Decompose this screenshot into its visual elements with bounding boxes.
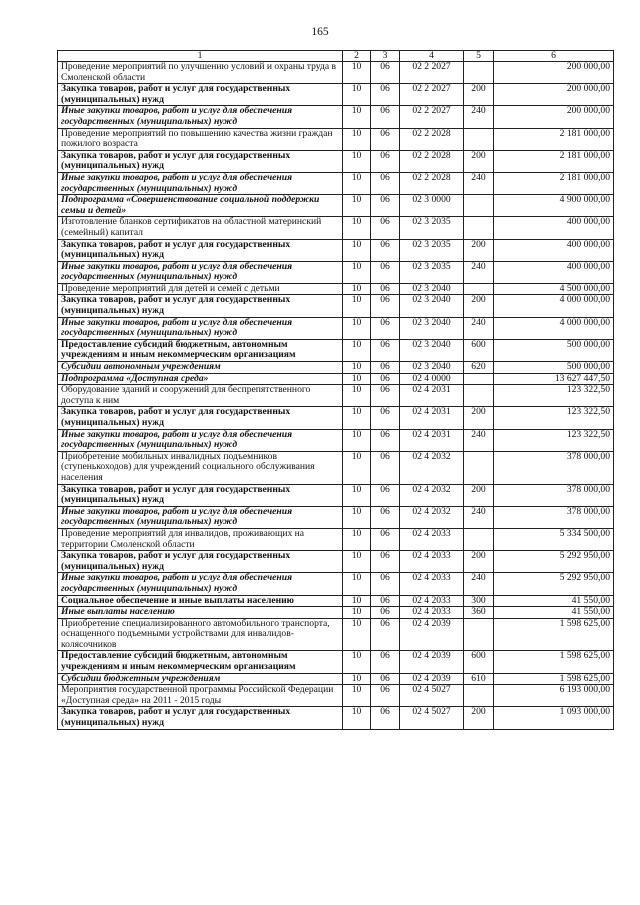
- subsection-code: 06: [371, 707, 400, 729]
- subsection-code: 06: [371, 261, 400, 283]
- expense-type-code: 240: [464, 172, 494, 194]
- item-name: Закупка товаров, работ и услуг для государственных (муниципальных) нужд: [58, 84, 343, 106]
- table-row: [58, 528, 614, 550]
- section-code: 10: [343, 484, 371, 506]
- section-code: 10: [343, 528, 371, 550]
- subsection-code: 06: [371, 217, 400, 239]
- expense-type-code: [464, 385, 494, 407]
- section-code: 10: [343, 84, 371, 106]
- table-row: [58, 283, 614, 295]
- column-header: 6: [494, 51, 614, 62]
- section-code: 10: [343, 217, 371, 239]
- item-name: Иные закупки товаров, работ и услуг для обеспечения государственных (муниципальных) нужд: [58, 429, 343, 451]
- subsection-code: 06: [371, 172, 400, 194]
- expense-type-code: 610: [464, 673, 494, 685]
- subsection-code: 06: [371, 62, 400, 84]
- table-body: [58, 62, 614, 730]
- table-row: [58, 407, 614, 429]
- table-row: [58, 551, 614, 573]
- amount: 200 000,00: [494, 106, 614, 128]
- section-code: 10: [343, 451, 371, 484]
- target-article-code: 02 4 5027: [400, 685, 464, 707]
- table-row: [58, 651, 614, 673]
- subsection-code: 06: [371, 607, 400, 619]
- expense-type-code: 240: [464, 317, 494, 339]
- subsection-code: 06: [371, 685, 400, 707]
- amount: 400 000,00: [494, 239, 614, 261]
- section-code: 10: [343, 283, 371, 295]
- target-article-code: 02 4 2032: [400, 484, 464, 506]
- item-name: Мероприятия государственной программы Российской Федерации «Доступная среда» на 2011 - 2015 годы: [58, 685, 343, 707]
- expense-type-code: [464, 373, 494, 385]
- subsection-code: 06: [371, 429, 400, 451]
- amount: 378 000,00: [494, 484, 614, 506]
- subsection-code: 06: [371, 295, 400, 317]
- target-article-code: 02 2 2028: [400, 150, 464, 172]
- subsection-code: 06: [371, 339, 400, 361]
- table-row: [58, 261, 614, 283]
- target-article-code: 02 4 2033: [400, 607, 464, 619]
- table-row: [58, 373, 614, 385]
- target-article-code: 02 4 2032: [400, 451, 464, 484]
- column-header: 1: [58, 51, 343, 62]
- expense-type-code: [464, 217, 494, 239]
- section-code: 10: [343, 607, 371, 619]
- target-article-code: 02 2 2028: [400, 128, 464, 150]
- amount: 6 193 000,00: [494, 685, 614, 707]
- target-article-code: 02 3 2040: [400, 339, 464, 361]
- table-row: [58, 451, 614, 484]
- item-name: Иные закупки товаров, работ и услуг для обеспечения государственных (муниципальных) нужд: [58, 317, 343, 339]
- section-code: 10: [343, 385, 371, 407]
- amount: 5 292 950,00: [494, 573, 614, 595]
- expense-type-code: 240: [464, 573, 494, 595]
- amount: 123 322,50: [494, 429, 614, 451]
- item-name: Подпрограмма «Доступная среда»: [58, 373, 343, 385]
- item-name: Закупка товаров, работ и услуг для государственных (муниципальных) нужд: [58, 150, 343, 172]
- subsection-code: 06: [371, 618, 400, 651]
- section-code: 10: [343, 62, 371, 84]
- target-article-code: 02 3 2035: [400, 217, 464, 239]
- amount: 4 000 000,00: [494, 295, 614, 317]
- item-name: Социальное обеспечение и иные выплаты населению: [58, 595, 343, 607]
- item-name: Проведение мероприятий для детей и семей с детьми: [58, 283, 343, 295]
- item-name: Закупка товаров, работ и услуг для государственных (муниципальных) нужд: [58, 407, 343, 429]
- section-code: 10: [343, 261, 371, 283]
- expense-type-code: [464, 128, 494, 150]
- target-article-code: 02 4 2031: [400, 385, 464, 407]
- table-row: [58, 595, 614, 607]
- target-article-code: 02 2 2028: [400, 172, 464, 194]
- amount: 5 334 500,00: [494, 528, 614, 550]
- expense-type-code: 200: [464, 484, 494, 506]
- subsection-code: 06: [371, 150, 400, 172]
- expense-type-code: 240: [464, 506, 494, 528]
- subsection-code: 06: [371, 673, 400, 685]
- amount: 1 598 625,00: [494, 618, 614, 651]
- target-article-code: 02 4 2033: [400, 528, 464, 550]
- subsection-code: 06: [371, 84, 400, 106]
- table-row: [58, 573, 614, 595]
- section-code: 10: [343, 239, 371, 261]
- table-row: [58, 84, 614, 106]
- expense-type-code: 200: [464, 295, 494, 317]
- section-code: 10: [343, 573, 371, 595]
- amount: 2 181 000,00: [494, 150, 614, 172]
- table-row: [58, 172, 614, 194]
- target-article-code: 02 4 2031: [400, 407, 464, 429]
- item-name: Проведение мероприятий по улучшению условий и охраны труда в Смоленской области: [58, 62, 343, 84]
- target-article-code: 02 3 2035: [400, 261, 464, 283]
- section-code: 10: [343, 618, 371, 651]
- section-code: 10: [343, 595, 371, 607]
- subsection-code: 06: [371, 317, 400, 339]
- section-code: 10: [343, 362, 371, 374]
- table-row: [58, 385, 614, 407]
- target-article-code: 02 4 5027: [400, 707, 464, 729]
- item-name: Иные закупки товаров, работ и услуг для обеспечения государственных (муниципальных) нужд: [58, 172, 343, 194]
- item-name: Предоставление субсидий бюджетным, автономным учреждениям и иным некоммерческим организациям: [58, 339, 343, 361]
- table-row: [58, 239, 614, 261]
- expense-type-code: [464, 283, 494, 295]
- table-row: [58, 506, 614, 528]
- target-article-code: 02 4 2032: [400, 506, 464, 528]
- expense-type-code: 200: [464, 239, 494, 261]
- target-article-code: 02 3 2040: [400, 295, 464, 317]
- section-code: 10: [343, 172, 371, 194]
- expense-type-code: 300: [464, 595, 494, 607]
- target-article-code: 02 2 2027: [400, 106, 464, 128]
- table-row: [58, 195, 614, 217]
- subsection-code: 06: [371, 195, 400, 217]
- item-name: Приобретение мобильных инвалидных подъемников (ступенькоходов) для учреждений социального обслуживания населения: [58, 451, 343, 484]
- expense-type-code: 600: [464, 651, 494, 673]
- table-row: [58, 362, 614, 374]
- table-row: [58, 128, 614, 150]
- expense-type-code: 360: [464, 607, 494, 619]
- target-article-code: 02 3 2035: [400, 239, 464, 261]
- subsection-code: 06: [371, 385, 400, 407]
- target-article-code: 02 3 2040: [400, 362, 464, 374]
- amount: 400 000,00: [494, 217, 614, 239]
- table-row: [58, 62, 614, 84]
- amount: 200 000,00: [494, 62, 614, 84]
- expense-type-code: 200: [464, 150, 494, 172]
- table-row: [58, 607, 614, 619]
- subsection-code: 06: [371, 573, 400, 595]
- section-code: 10: [343, 195, 371, 217]
- amount: 1 093 000,00: [494, 707, 614, 729]
- section-code: 10: [343, 317, 371, 339]
- expense-type-code: [464, 528, 494, 550]
- amount: 2 181 000,00: [494, 172, 614, 194]
- amount: 200 000,00: [494, 84, 614, 106]
- amount: 4 900 000,00: [494, 195, 614, 217]
- expense-type-code: 240: [464, 106, 494, 128]
- item-name: Проведение мероприятий для инвалидов, проживающих на территории Смоленской области: [58, 528, 343, 550]
- expense-type-code: [464, 618, 494, 651]
- amount: 41 550,00: [494, 607, 614, 619]
- amount: 41 550,00: [494, 595, 614, 607]
- table-row: [58, 339, 614, 361]
- expense-type-code: 620: [464, 362, 494, 374]
- expense-type-code: 600: [464, 339, 494, 361]
- subsection-code: 06: [371, 651, 400, 673]
- subsection-code: 06: [371, 528, 400, 550]
- table-row: [58, 484, 614, 506]
- item-name: Закупка товаров, работ и услуг для государственных (муниципальных) нужд: [58, 551, 343, 573]
- target-article-code: 02 3 0000: [400, 195, 464, 217]
- table-row: [58, 217, 614, 239]
- expense-type-code: [464, 685, 494, 707]
- section-code: 10: [343, 707, 371, 729]
- item-name: Закупка товаров, работ и услуг для государственных (муниципальных) нужд: [58, 239, 343, 261]
- amount: 500 000,00: [494, 362, 614, 374]
- table-row: [58, 429, 614, 451]
- item-name: Закупка товаров, работ и услуг для государственных (муниципальных) нужд: [58, 484, 343, 506]
- target-article-code: 02 4 2039: [400, 673, 464, 685]
- table-row: [58, 106, 614, 128]
- amount: 378 000,00: [494, 506, 614, 528]
- subsection-code: 06: [371, 283, 400, 295]
- target-article-code: 02 4 2033: [400, 573, 464, 595]
- target-article-code: 02 4 2033: [400, 551, 464, 573]
- subsection-code: 06: [371, 551, 400, 573]
- expense-type-code: 200: [464, 707, 494, 729]
- amount: 123 322,50: [494, 407, 614, 429]
- item-name: Проведение мероприятий по повышению качества жизни граждан пожилого возраста: [58, 128, 343, 150]
- amount: 378 000,00: [494, 451, 614, 484]
- section-code: 10: [343, 651, 371, 673]
- subsection-code: 06: [371, 451, 400, 484]
- subsection-code: 06: [371, 239, 400, 261]
- target-article-code: 02 2 2027: [400, 84, 464, 106]
- target-article-code: 02 4 0000: [400, 373, 464, 385]
- section-code: 10: [343, 128, 371, 150]
- column-header: 3: [371, 51, 400, 62]
- item-name: Иные закупки товаров, работ и услуг для обеспечения государственных (муниципальных) нужд: [58, 573, 343, 595]
- subsection-code: 06: [371, 506, 400, 528]
- section-code: 10: [343, 295, 371, 317]
- item-name: Иные закупки товаров, работ и услуг для обеспечения государственных (муниципальных) нужд: [58, 261, 343, 283]
- amount: 123 322,50: [494, 385, 614, 407]
- table-row: [58, 618, 614, 651]
- expense-type-code: [464, 195, 494, 217]
- expense-type-code: 240: [464, 261, 494, 283]
- subsection-code: 06: [371, 106, 400, 128]
- target-article-code: 02 3 2040: [400, 317, 464, 339]
- expense-type-code: 200: [464, 84, 494, 106]
- target-article-code: 02 4 2031: [400, 429, 464, 451]
- item-name: Оборудование зданий и сооружений для беспрепятственного доступа к ним: [58, 385, 343, 407]
- expense-type-code: [464, 62, 494, 84]
- amount: 1 598 625,00: [494, 673, 614, 685]
- subsection-code: 06: [371, 373, 400, 385]
- section-code: 10: [343, 373, 371, 385]
- subsection-code: 06: [371, 128, 400, 150]
- expense-type-code: 200: [464, 551, 494, 573]
- expense-type-code: 240: [464, 429, 494, 451]
- table-row: [58, 150, 614, 172]
- section-code: 10: [343, 673, 371, 685]
- section-code: 10: [343, 150, 371, 172]
- item-name: Закупка товаров, работ и услуг для государственных (муниципальных) нужд: [58, 295, 343, 317]
- item-name: Приобретение специализированного автомобильного транспорта, оснащенного подъемными устройствами для инвалидов-колясочников: [58, 618, 343, 651]
- section-code: 10: [343, 429, 371, 451]
- target-article-code: 02 4 2033: [400, 595, 464, 607]
- table-row: [58, 673, 614, 685]
- table-row: [58, 295, 614, 317]
- expense-type-code: [464, 451, 494, 484]
- item-name: Субсидии бюджетным учреждениям: [58, 673, 343, 685]
- budget-table: [57, 50, 614, 730]
- amount: 5 292 950,00: [494, 551, 614, 573]
- section-code: 10: [343, 339, 371, 361]
- amount: 4 000 000,00: [494, 317, 614, 339]
- target-article-code: 02 4 2039: [400, 651, 464, 673]
- item-name: Иные закупки товаров, работ и услуг для обеспечения государственных (муниципальных) нужд: [58, 106, 343, 128]
- amount: 13 627 447,50: [494, 373, 614, 385]
- section-code: 10: [343, 685, 371, 707]
- section-code: 10: [343, 506, 371, 528]
- column-header: 4: [400, 51, 464, 62]
- table-row: [58, 685, 614, 707]
- amount: 400 000,00: [494, 261, 614, 283]
- target-article-code: 02 2 2027: [400, 62, 464, 84]
- section-code: 10: [343, 551, 371, 573]
- table-header-row: [58, 51, 614, 62]
- target-article-code: 02 3 2040: [400, 283, 464, 295]
- item-name: Предоставление субсидий бюджетным, автономным учреждениям и иным некоммерческим организациям: [58, 651, 343, 673]
- amount: 2 181 000,00: [494, 128, 614, 150]
- subsection-code: 06: [371, 407, 400, 429]
- section-code: 10: [343, 106, 371, 128]
- item-name: Подпрограмма «Совершенствование социальной поддержки семьи и детей»: [58, 195, 343, 217]
- expense-type-code: 200: [464, 407, 494, 429]
- target-article-code: 02 4 2039: [400, 618, 464, 651]
- column-header: 2: [343, 51, 371, 62]
- table-row: [58, 317, 614, 339]
- item-name: Закупка товаров, работ и услуг для государственных (муниципальных) нужд: [58, 707, 343, 729]
- page-number: 165: [311, 26, 329, 38]
- subsection-code: 06: [371, 484, 400, 506]
- amount: 500 000,00: [494, 339, 614, 361]
- amount: 1 598 625,00: [494, 651, 614, 673]
- item-name: Иные выплаты населению: [58, 607, 343, 619]
- column-header: 5: [464, 51, 494, 62]
- section-code: 10: [343, 407, 371, 429]
- table-row: [58, 707, 614, 729]
- subsection-code: 06: [371, 362, 400, 374]
- subsection-code: 06: [371, 595, 400, 607]
- amount: 4 500 000,00: [494, 283, 614, 295]
- item-name: Изготовление бланков сертификатов на областной материнский (семейный) капитал: [58, 217, 343, 239]
- item-name: Субсидии автономным учреждениям: [58, 362, 343, 374]
- item-name: Иные закупки товаров, работ и услуг для обеспечения государственных (муниципальных) нужд: [58, 506, 343, 528]
